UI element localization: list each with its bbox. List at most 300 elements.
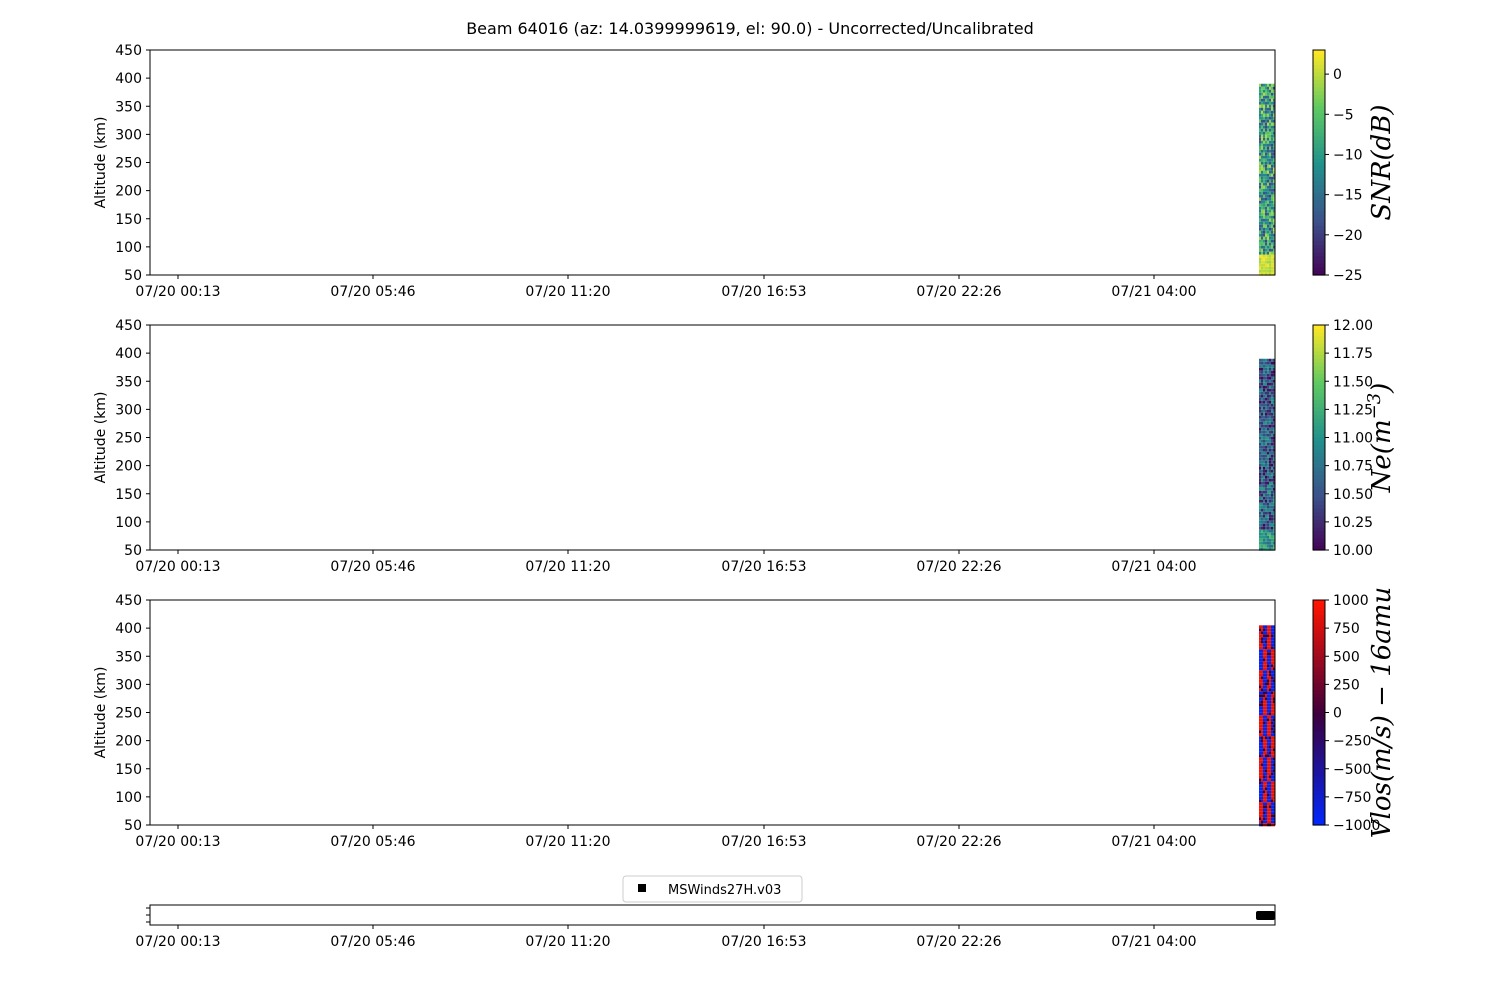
heatmap-cell	[1261, 631, 1263, 634]
heatmap-cell	[1267, 811, 1269, 814]
heatmap-cell	[1259, 141, 1261, 144]
heatmap-cell	[1263, 476, 1265, 479]
colorbar-segment	[1313, 381, 1325, 385]
heatmap-cell	[1259, 802, 1261, 805]
heatmap-cell	[1269, 461, 1271, 464]
heatmap-cell	[1265, 808, 1267, 811]
heatmap-cell	[1259, 111, 1261, 114]
heatmap-cell	[1259, 682, 1261, 685]
heatmap-cell	[1259, 694, 1261, 697]
heatmap-cell	[1263, 733, 1265, 736]
heatmap-cell	[1265, 518, 1267, 521]
heatmap-cell	[1267, 676, 1269, 679]
heatmap-cell	[1271, 730, 1273, 733]
heatmap-cell	[1265, 479, 1267, 482]
heatmap-cell	[1263, 820, 1265, 823]
y-tick-label: 350	[115, 649, 142, 666]
heatmap-cell	[1271, 374, 1273, 377]
heatmap-cell	[1261, 404, 1263, 407]
x-tick-label: 07/20 00:13	[135, 284, 221, 300]
heatmap-cell	[1267, 536, 1269, 539]
heatmap-cell	[1259, 165, 1261, 168]
heatmap-cell	[1259, 108, 1261, 111]
heatmap-cell	[1271, 691, 1273, 694]
heatmap-cell	[1265, 213, 1267, 216]
heatmap-cell	[1269, 649, 1271, 652]
x-tick-label: 07/20 11:20	[525, 559, 611, 575]
panels-group	[93, 43, 1397, 950]
colorbar-segment	[1313, 249, 1325, 253]
heatmap-cell	[1263, 395, 1265, 398]
heatmap-cell	[1269, 195, 1271, 198]
heatmap-cell	[1267, 374, 1269, 377]
heatmap-cell	[1259, 664, 1261, 667]
heatmap-cell	[1267, 796, 1269, 799]
heatmap-cell	[1259, 425, 1261, 428]
heatmap-cell	[1267, 270, 1269, 273]
heatmap-cell	[1261, 769, 1263, 772]
heatmap-cell	[1269, 231, 1271, 234]
heatmap-cell	[1269, 371, 1271, 374]
legend-marker	[638, 884, 646, 892]
heatmap-cell	[1271, 625, 1273, 628]
heatmap-cell	[1271, 377, 1273, 380]
heatmap-cell	[1261, 503, 1263, 506]
heatmap-cell	[1269, 243, 1271, 246]
heatmap-cell	[1271, 90, 1273, 93]
heatmap-cell	[1271, 443, 1273, 446]
heatmap-cell	[1271, 491, 1273, 494]
heatmap-cell	[1267, 715, 1269, 718]
heatmap-cell	[1271, 416, 1273, 419]
colorbar-tick-label: −15	[1333, 187, 1363, 204]
heatmap-cell	[1261, 721, 1263, 724]
heatmap-cell	[1259, 267, 1261, 270]
heatmap-cell	[1267, 150, 1269, 153]
heatmap-cell	[1259, 766, 1261, 769]
heatmap-cell	[1269, 703, 1271, 706]
heatmap-cell	[1267, 428, 1269, 431]
heatmap-cell	[1267, 425, 1269, 428]
colorbar-segment	[1313, 456, 1325, 460]
heatmap-cell	[1271, 482, 1273, 485]
heatmap-cell	[1271, 261, 1273, 264]
heatmap-cell	[1267, 117, 1269, 120]
heatmap-cell	[1259, 153, 1261, 156]
x-tick-label: 07/20 22:26	[916, 559, 1002, 575]
heatmap-cell	[1263, 237, 1265, 240]
heatmap-cell	[1259, 805, 1261, 808]
heatmap-cell	[1265, 736, 1267, 739]
heatmap-cell	[1261, 628, 1263, 631]
heatmap-cell	[1269, 126, 1271, 129]
heatmap-cell	[1265, 793, 1267, 796]
heatmap-cell	[1261, 237, 1263, 240]
heatmap-cell	[1263, 162, 1265, 165]
heatmap-cell	[1261, 781, 1263, 784]
colorbar-segment	[1313, 505, 1325, 509]
heatmap-cell	[1271, 521, 1273, 524]
colorbar-segment	[1313, 238, 1325, 242]
heatmap-cell	[1261, 754, 1263, 757]
heatmap-cell	[1271, 213, 1273, 216]
heatmap-cell	[1267, 667, 1269, 670]
heatmap-cell	[1269, 267, 1271, 270]
colorbar-segment	[1313, 776, 1325, 780]
heatmap-cell	[1269, 793, 1271, 796]
heatmap-cell	[1265, 231, 1267, 234]
colorbar-segment	[1313, 698, 1325, 702]
heatmap-cell	[1269, 766, 1271, 769]
heatmap-cell	[1261, 790, 1263, 793]
heatmap-cell	[1261, 129, 1263, 132]
heatmap-cell	[1261, 123, 1263, 126]
heatmap-cell	[1267, 751, 1269, 754]
heatmap-cell	[1259, 159, 1261, 162]
heatmap-cell	[1263, 467, 1265, 470]
heatmap-cell	[1267, 700, 1269, 703]
heatmap-cell	[1265, 455, 1267, 458]
heatmap-cell	[1263, 539, 1265, 542]
heatmap-cell	[1261, 192, 1263, 195]
heatmap-cell	[1265, 766, 1267, 769]
heatmap-cell	[1263, 243, 1265, 246]
heatmap-cell	[1259, 799, 1261, 802]
heatmap-cell	[1263, 416, 1265, 419]
heatmap-cell	[1269, 509, 1271, 512]
heatmap-cell	[1269, 201, 1271, 204]
heatmap-cell	[1269, 96, 1271, 99]
heatmap-cell	[1267, 512, 1269, 515]
heatmap-cell	[1271, 228, 1273, 231]
axes-frame	[150, 600, 1275, 825]
heatmap-cell	[1265, 667, 1267, 670]
heatmap-cell	[1267, 817, 1269, 820]
heatmap-cell	[1269, 805, 1271, 808]
colorbar-tick-label: 750	[1333, 621, 1360, 638]
heatmap-cell	[1265, 404, 1267, 407]
heatmap-cell	[1267, 485, 1269, 488]
colorbar-segment	[1313, 170, 1325, 174]
heatmap-cell	[1267, 392, 1269, 395]
colorbar-label-close: )	[1367, 382, 1397, 393]
heatmap-cell	[1269, 733, 1271, 736]
heatmap-cell	[1269, 362, 1271, 365]
heatmap-cell	[1265, 177, 1267, 180]
heatmap-cell	[1263, 186, 1265, 189]
heatmap-cell	[1267, 93, 1269, 96]
heatmap-cell	[1271, 682, 1273, 685]
heatmap-cell	[1259, 225, 1261, 228]
heatmap-cell	[1271, 721, 1273, 724]
heatmap-cell	[1267, 524, 1269, 527]
heatmap-cell	[1259, 515, 1261, 518]
heatmap-cell	[1261, 243, 1263, 246]
heatmap-cell	[1265, 165, 1267, 168]
heatmap-cell	[1269, 494, 1271, 497]
heatmap-cell	[1261, 395, 1263, 398]
colorbar-segment	[1313, 641, 1325, 645]
heatmap-cell	[1265, 799, 1267, 802]
colorbar-segment	[1313, 73, 1325, 77]
heatmap-cell	[1263, 772, 1265, 775]
heatmap-cell	[1263, 377, 1265, 380]
heatmap-cell	[1261, 757, 1263, 760]
heatmap-cell	[1265, 712, 1267, 715]
colorbar-segment	[1313, 208, 1325, 212]
colorbar-tick-label: −1000	[1333, 818, 1381, 834]
heatmap-cell	[1267, 189, 1269, 192]
heatmap-cell	[1265, 138, 1267, 141]
heatmap-cell	[1267, 515, 1269, 518]
heatmap-cell	[1259, 652, 1261, 655]
heatmap-cell	[1271, 820, 1273, 823]
heatmap-cell	[1261, 530, 1263, 533]
heatmap-cell	[1261, 712, 1263, 715]
heatmap-cell	[1267, 709, 1269, 712]
heatmap-cell	[1269, 204, 1271, 207]
colorbar-segment	[1313, 181, 1325, 185]
colorbar-segment	[1313, 118, 1325, 122]
heatmap-cell	[1269, 93, 1271, 96]
heatmap-cell	[1269, 407, 1271, 410]
heatmap-cell	[1271, 536, 1273, 539]
heatmap-cell	[1261, 132, 1263, 135]
heatmap-cell	[1269, 730, 1271, 733]
heatmap-cell	[1267, 727, 1269, 730]
heatmap-cell	[1271, 754, 1273, 757]
heatmap-cell	[1265, 676, 1267, 679]
heatmap-cell	[1261, 156, 1263, 159]
heatmap-cell	[1271, 464, 1273, 467]
x-tick-label: 07/20 05:46	[330, 834, 416, 850]
heatmap-cell	[1267, 90, 1269, 93]
y-axis-label: Altitude (km)	[93, 666, 109, 759]
heatmap-cell	[1261, 231, 1263, 234]
heatmap-cell	[1259, 536, 1261, 539]
heatmap-cell	[1267, 479, 1269, 482]
panel-2	[93, 318, 1397, 575]
heatmap-cell	[1259, 222, 1261, 225]
heatmap-cell	[1263, 461, 1265, 464]
heatmap-cell	[1269, 183, 1271, 186]
colorbar-segment	[1313, 185, 1325, 189]
heatmap-cell	[1271, 383, 1273, 386]
heatmap-cell	[1265, 120, 1267, 123]
heatmap-cell	[1261, 162, 1263, 165]
heatmap-cell	[1261, 500, 1263, 503]
heatmap-cell	[1265, 114, 1267, 117]
heatmap-cell	[1261, 679, 1263, 682]
heatmap-cell	[1267, 757, 1269, 760]
heatmap-cell	[1261, 521, 1263, 524]
heatmap-cell	[1259, 817, 1261, 820]
heatmap-cell	[1267, 365, 1269, 368]
heatmap-cell	[1269, 380, 1271, 383]
heatmap-cell	[1267, 156, 1269, 159]
heatmap-cell	[1263, 120, 1265, 123]
heatmap-cell	[1265, 93, 1267, 96]
heatmap-cell	[1265, 449, 1267, 452]
heatmap-cell	[1269, 404, 1271, 407]
colorbar-segment	[1313, 735, 1325, 739]
heatmap-cell	[1263, 144, 1265, 147]
heatmap-cell	[1263, 249, 1265, 252]
heatmap-cell	[1269, 192, 1271, 195]
colorbar-segment	[1313, 378, 1325, 382]
heatmap-cell	[1267, 147, 1269, 150]
heatmap-cell	[1261, 204, 1263, 207]
legend	[623, 876, 802, 902]
heatmap-cell	[1269, 210, 1271, 213]
heatmap-cell	[1261, 114, 1263, 117]
colorbar-tick-label: 500	[1333, 649, 1360, 666]
heatmap-cell	[1269, 736, 1271, 739]
heatmap-cell	[1261, 177, 1263, 180]
heatmap-cell	[1263, 386, 1265, 389]
heatmap-cell	[1271, 724, 1273, 727]
heatmap-cell	[1265, 147, 1267, 150]
heatmap-cell	[1269, 174, 1271, 177]
heatmap-cells	[1259, 359, 1275, 551]
heatmap-cell	[1263, 640, 1265, 643]
heatmap-cell	[1263, 808, 1265, 811]
heatmap-cell	[1261, 398, 1263, 401]
heatmap-cell	[1263, 171, 1265, 174]
heatmap-cell	[1267, 730, 1269, 733]
colorbar-segment	[1313, 230, 1325, 234]
heatmap-cell	[1269, 386, 1271, 389]
heatmap-cell	[1267, 144, 1269, 147]
heatmap-cell	[1261, 168, 1263, 171]
heatmap-cell	[1259, 216, 1261, 219]
heatmap-cell	[1271, 709, 1273, 712]
heatmap-cell	[1261, 509, 1263, 512]
colorbar-tick-label: 0	[1333, 705, 1342, 722]
heatmap-cell	[1259, 643, 1261, 646]
heatmap-cell	[1261, 159, 1263, 162]
heatmap-cell	[1263, 796, 1265, 799]
heatmap-cell	[1263, 407, 1265, 410]
heatmap-cell	[1263, 261, 1265, 264]
x-tick-label: 07/21 04:00	[1111, 559, 1197, 575]
heatmap-cell	[1259, 207, 1261, 210]
heatmap-cell	[1263, 383, 1265, 386]
heatmap-cell	[1259, 255, 1261, 258]
heatmap-cell	[1271, 742, 1273, 745]
heatmap-cell	[1267, 108, 1269, 111]
heatmap-cell	[1261, 228, 1263, 231]
heatmap-cell	[1261, 440, 1263, 443]
heatmap-cell	[1267, 377, 1269, 380]
heatmap-cell	[1271, 386, 1273, 389]
heatmap-cell	[1267, 159, 1269, 162]
heatmap-cell	[1267, 380, 1269, 383]
heatmap-cell	[1271, 180, 1273, 183]
heatmap-cell	[1271, 775, 1273, 778]
heatmap-cell	[1259, 201, 1261, 204]
heatmap-cell	[1265, 700, 1267, 703]
heatmap-cell	[1271, 703, 1273, 706]
heatmap-cell	[1267, 497, 1269, 500]
heatmap-cell	[1271, 234, 1273, 237]
colorbar-segment	[1313, 95, 1325, 99]
heatmap-cell	[1259, 781, 1261, 784]
x-tick-label: 07/20 00:13	[135, 934, 221, 950]
heatmap-cell	[1269, 159, 1271, 162]
y-tick-label: 450	[115, 593, 142, 609]
heatmap-cell	[1269, 814, 1271, 817]
colorbar-segment	[1313, 731, 1325, 735]
heatmap-cell	[1269, 515, 1271, 518]
heatmap-cell	[1265, 123, 1267, 126]
heatmap-cell	[1269, 479, 1271, 482]
heatmap-cell	[1267, 368, 1269, 371]
heatmap-cell	[1259, 204, 1261, 207]
colorbar-segment	[1313, 351, 1325, 355]
heatmap-cell	[1259, 392, 1261, 395]
x-tick-label: 07/20 16:53	[721, 934, 807, 950]
heatmap-cell	[1271, 395, 1273, 398]
y-tick-label: 200	[115, 458, 142, 475]
heatmap-cell	[1271, 371, 1273, 374]
heatmap-cell	[1267, 437, 1269, 440]
colorbar-segment	[1313, 423, 1325, 427]
heatmap-cell	[1261, 673, 1263, 676]
heatmap-cell	[1263, 201, 1265, 204]
axes-frame	[150, 50, 1275, 275]
heatmap-cell	[1265, 482, 1267, 485]
colorbar-segment	[1313, 415, 1325, 419]
heatmap-cell	[1271, 715, 1273, 718]
heatmap-cell	[1265, 105, 1267, 108]
heatmap-cell	[1271, 264, 1273, 267]
heatmap-cell	[1269, 757, 1271, 760]
heatmap-cell	[1263, 724, 1265, 727]
heatmap-cell	[1263, 670, 1265, 673]
heatmap-cell	[1267, 204, 1269, 207]
heatmap-cell	[1261, 96, 1263, 99]
heatmap-cell	[1261, 249, 1263, 252]
heatmap-cell	[1261, 658, 1263, 661]
heatmap-cell	[1265, 96, 1267, 99]
heatmap-cell	[1265, 228, 1267, 231]
heatmap-cell	[1271, 727, 1273, 730]
heatmap-cell	[1261, 138, 1263, 141]
heatmap-cell	[1271, 99, 1273, 102]
heatmap-cell	[1267, 706, 1269, 709]
heatmap-cell	[1269, 482, 1271, 485]
heatmap-cell	[1269, 664, 1271, 667]
heatmap-cell	[1263, 192, 1265, 195]
heatmap-cell	[1269, 640, 1271, 643]
heatmap-cell	[1259, 757, 1261, 760]
heatmap-cell	[1261, 111, 1263, 114]
heatmap-cell	[1271, 437, 1273, 440]
heatmap-cell	[1269, 464, 1271, 467]
heatmap-cell	[1261, 694, 1263, 697]
heatmap-cell	[1265, 264, 1267, 267]
heatmap-cell	[1267, 527, 1269, 530]
heatmap-cell	[1259, 524, 1261, 527]
heatmap-cell	[1261, 183, 1263, 186]
heatmap-cell	[1267, 240, 1269, 243]
heatmap-cell	[1271, 467, 1273, 470]
heatmap-cell	[1267, 793, 1269, 796]
heatmap-cell	[1269, 141, 1271, 144]
heatmap-cell	[1267, 141, 1269, 144]
heatmap-cell	[1259, 168, 1261, 171]
